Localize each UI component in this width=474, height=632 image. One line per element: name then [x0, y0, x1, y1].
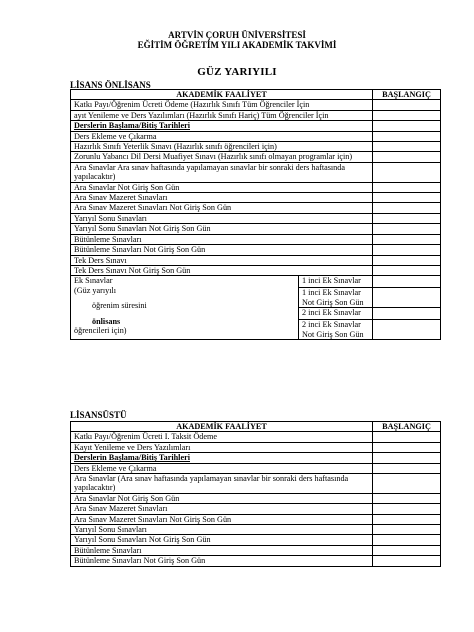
activity-cell: Katkı Payı/Öğrenim Ücreti I. Taksit Ödeme [71, 432, 373, 442]
activity-cell: Yarıyıl Sonu Sınavları [71, 525, 373, 535]
start-date-cell [373, 110, 441, 120]
table-row [71, 162, 441, 182]
table-row [71, 182, 441, 192]
ek-sinavlar-label [71, 276, 299, 340]
table-row [71, 442, 441, 452]
table-row [71, 265, 441, 275]
section-title-lisans: LİSANS ÖNLİSANS [70, 80, 151, 90]
activity-cell: Ara Sınavlar Ara sınav haftasında yapılamayan sınavlar bir sonraki ders haftasında yapılacaktır) [71, 162, 373, 182]
lisans-table [70, 89, 441, 340]
start-date-cell [373, 545, 441, 555]
start-date-cell [373, 255, 441, 265]
start-date-cell [373, 203, 441, 213]
ek-label-line: öğrenim süresini [92, 301, 147, 311]
start-date-cell [373, 432, 441, 442]
activity-cell: Ders Ekleme ve Çıkarma [71, 131, 373, 141]
start-date-cell [373, 121, 441, 131]
activity-cell: Zorunlu Yabancı Dil Dersi Muafiyet Sınavı (Hazırlık sınıfı olmayan programlar için) [71, 152, 373, 162]
activity-cell: Derslerin Başlama/Bitiş Tarihleri [71, 121, 373, 131]
table-row [71, 121, 441, 131]
table-row [71, 245, 441, 255]
table-row [71, 525, 441, 535]
activity-cell: ayıt Yenileme ve Ders Yazılımları (Hazırlık Sınıfı Hariç) Tüm Öğrenciler İçin [71, 110, 373, 120]
section-title-lisansustu: LİSANSÜSTÜ [70, 410, 127, 420]
university-title: ARTVİN ÇORUH ÜNİVERSİTESİ [168, 30, 306, 40]
table-row [71, 100, 441, 110]
table-row [71, 152, 441, 162]
ek-item-cell: 1 inci Ek Sınavlar Not Giriş Son Gün [299, 288, 373, 308]
start-date-cell [373, 162, 441, 182]
activity-cell: Hazırlık Sınıfı Yeterlik Sınavı (Hazırlık sınıfı öğrencileri için) [71, 142, 373, 152]
start-date-cell [373, 131, 441, 141]
table-row [71, 131, 441, 141]
start-date-cell [373, 193, 441, 203]
start-date-cell [373, 245, 441, 255]
table-row [71, 556, 441, 566]
start-date-cell [373, 182, 441, 192]
start-date-cell [373, 276, 441, 288]
table-row [71, 432, 441, 442]
col-header-start: BAŞLANGIÇ [373, 422, 441, 432]
ek-item-cell: 1 inci Ek Sınavlar [299, 276, 373, 288]
activity-cell: Bütünleme Sınavları [71, 234, 373, 244]
ek-item-cell: 2 inci Ek Sınavlar Not Giriş Son Gün [299, 320, 373, 340]
activity-cell: Ders Ekleme ve Çıkarma [71, 463, 373, 473]
ek-item-cell: 2 inci Ek Sınavlar [299, 308, 373, 320]
start-date-cell [373, 504, 441, 514]
table-header-row [71, 90, 441, 100]
activity-cell: Bütünleme Sınavları [71, 545, 373, 555]
term-title: GÜZ YARIYILI [197, 66, 277, 78]
start-date-cell [373, 152, 441, 162]
activity-cell: Ara Sınav Mazeret Sınavları Not Giriş Son Gün [71, 203, 373, 213]
start-date-cell [373, 234, 441, 244]
col-header-activity: AKADEMİK FAALİYET [71, 90, 373, 100]
start-date-cell [373, 474, 441, 494]
start-date-cell [373, 308, 441, 320]
start-date-cell [373, 463, 441, 473]
table-row [71, 514, 441, 524]
col-header-start: BAŞLANGIÇ [373, 90, 441, 100]
table-header-row [71, 422, 441, 432]
table-row [71, 255, 441, 265]
table-row [71, 504, 441, 514]
ek-label-line: öğrencileri için) [74, 325, 127, 335]
activity-cell: Derslerin Başlama/Bitiş Tarihleri [71, 453, 373, 463]
table-row [71, 474, 441, 494]
table-row [71, 203, 441, 213]
start-date-cell [373, 224, 441, 234]
activity-cell: Ara Sınav Mazeret Sınavları [71, 193, 373, 203]
start-date-cell [373, 142, 441, 152]
start-date-cell [373, 514, 441, 524]
table-row [71, 276, 441, 288]
table-row [71, 193, 441, 203]
ek-label-line: önlisans [92, 316, 121, 326]
activity-cell: Yarıyıl Sonu Sınavları Not Giriş Son Gün [71, 224, 373, 234]
start-date-cell [373, 213, 441, 223]
start-date-cell [373, 525, 441, 535]
table-row [71, 535, 441, 545]
activity-cell: Yarıyıl Sonu Sınavları [71, 213, 373, 223]
table-row [71, 213, 441, 223]
start-date-cell [373, 265, 441, 275]
activity-cell: Bütünleme Sınavları Not Giriş Son Gün [71, 245, 373, 255]
table-row [71, 453, 441, 463]
start-date-cell [373, 556, 441, 566]
start-date-cell [373, 442, 441, 452]
activity-cell: Ara Sınav Mazeret Sınavları [71, 504, 373, 514]
start-date-cell [373, 320, 441, 340]
activity-cell: Tek Ders Sınavı [71, 255, 373, 265]
start-date-cell [373, 493, 441, 503]
calendar-title: EĞİTİM ÖĞRETİM YILI AKADEMİK TAKVİMİ [137, 40, 337, 50]
ek-label-line: (Güz yarıyılı [74, 285, 117, 295]
activity-cell: Bütünleme Sınavları Not Giriş Son Gün [71, 556, 373, 566]
start-date-cell [373, 453, 441, 463]
start-date-cell [373, 535, 441, 545]
table-row [71, 463, 441, 473]
activity-cell: Ara Sınavlar (Ara sınav haftasında yapılamayan sınavlar bir sonraki ders haftasında yapılacaktır) [71, 474, 373, 494]
activity-cell: Katkı Payı/Öğrenim Ücreti Ödeme (Hazırlık Sınıfı Tüm Öğrenciler İçin [71, 100, 373, 110]
col-header-activity: AKADEMİK FAALİYET [71, 422, 373, 432]
activity-cell: Ara Sınav Mazeret Sınavları Not Giriş Son Gün [71, 514, 373, 524]
activity-cell: Kayıt Yenileme ve Ders Yazılımları [71, 442, 373, 452]
activity-cell: Yarıyıl Sonu Sınavları Not Giriş Son Gün [71, 535, 373, 545]
table-row [71, 493, 441, 503]
table-row [71, 234, 441, 244]
activity-cell: Ara Sınavlar Not Giriş Son Gün [71, 493, 373, 503]
activity-cell: Ara Sınavlar Not Giriş Son Gün [71, 182, 373, 192]
table-row [71, 545, 441, 555]
table-row [71, 224, 441, 234]
ek-label-line: Ek Sınavlar [74, 276, 113, 286]
activity-cell: Tek Ders Sınavı Not Giriş Son Gün [71, 265, 373, 275]
table-row [71, 142, 441, 152]
table-row [71, 110, 441, 120]
start-date-cell [373, 100, 441, 110]
lisansustu-table [70, 421, 441, 567]
start-date-cell [373, 288, 441, 308]
